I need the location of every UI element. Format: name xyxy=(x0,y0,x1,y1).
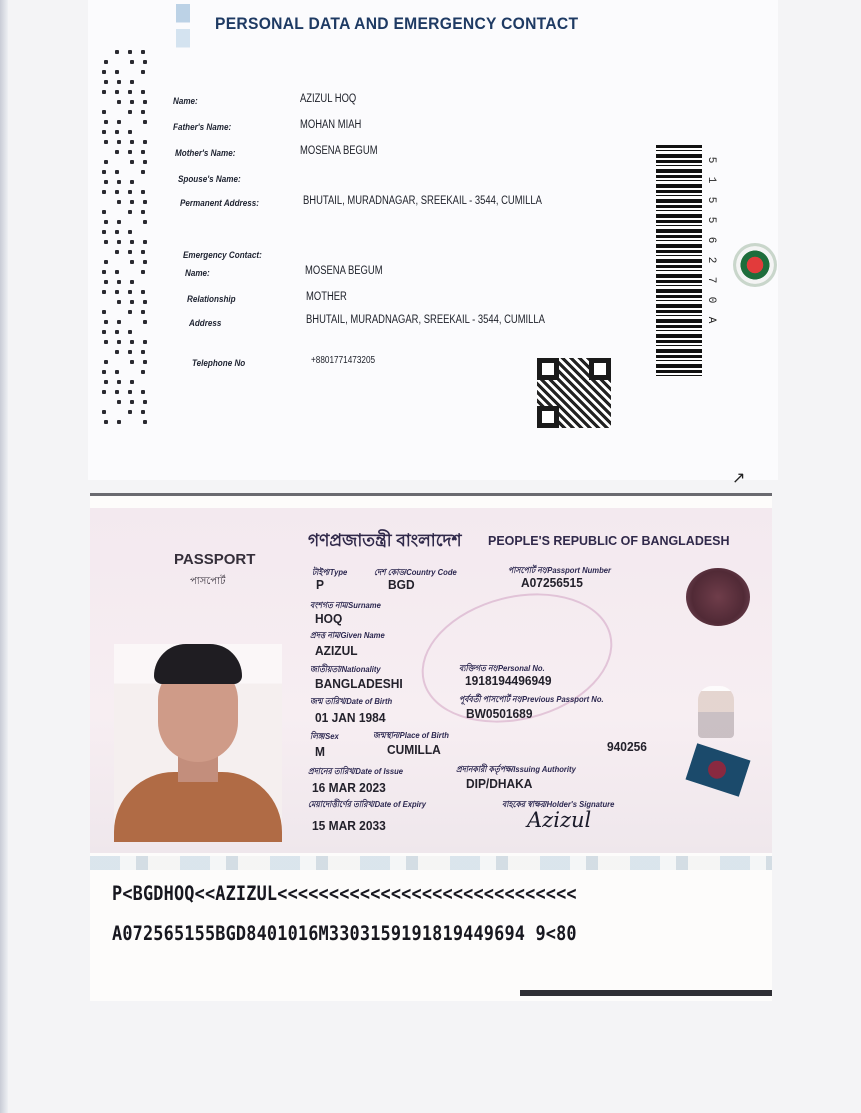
perforation-dot xyxy=(117,120,121,124)
barcode-digit: 5 xyxy=(705,216,717,224)
perforation-dot xyxy=(141,90,145,94)
perforation-dot xyxy=(115,330,119,334)
perforation-dot xyxy=(115,90,119,94)
perforation-dot xyxy=(128,210,132,214)
perforation-dot xyxy=(115,50,119,54)
surname-label: বংশগত নাম/Surname xyxy=(310,600,381,610)
perforation-dot xyxy=(104,160,108,164)
type-value: P xyxy=(316,577,324,592)
perforation-dot xyxy=(102,270,106,274)
perforation-dot xyxy=(130,140,134,144)
perforation-dot xyxy=(141,70,145,74)
barcode-digit: 2 xyxy=(705,256,717,264)
barcode-digit: 7 xyxy=(705,276,717,284)
page-edge-bar xyxy=(520,990,772,996)
perforation-dot xyxy=(143,420,147,424)
mother-name-label: Mother's Name: xyxy=(175,148,236,158)
sex-value: M xyxy=(315,744,325,759)
passport-data-page xyxy=(90,493,772,1001)
perforated-number xyxy=(96,50,158,440)
perforation-dot xyxy=(102,170,106,174)
perforation-dot xyxy=(143,240,147,244)
barcode xyxy=(656,145,702,377)
nationality-label: জাতীয়তা/Nationality xyxy=(310,664,381,674)
perforation-dot xyxy=(141,250,145,254)
holder-photo xyxy=(114,644,282,842)
perforation-dot xyxy=(141,310,145,314)
perforation-dot xyxy=(141,190,145,194)
perforation-dot xyxy=(143,200,147,204)
previous-passport-label: পূর্ববর্তী পাসপোর্ট নং/Previous Passport No. xyxy=(459,694,604,704)
perforation-dot xyxy=(143,100,147,104)
perforation-dot xyxy=(130,180,134,184)
perforation-dot xyxy=(104,340,108,344)
perforation-dot xyxy=(128,150,132,154)
father-name-value: MOHAN MIAH xyxy=(300,119,362,131)
perforation-dot xyxy=(128,190,132,194)
perforation-dot xyxy=(117,400,121,404)
perforation-dot xyxy=(130,300,134,304)
perforation-dot xyxy=(115,390,119,394)
barcode-digit: 1 xyxy=(705,176,717,184)
date-of-expiry-label: মেয়াদোত্তীর্ণের তারিখ/Date of Expiry xyxy=(308,799,427,809)
place-of-birth-label: জন্মস্থান/Place of Birth xyxy=(373,730,449,740)
perforation-dot xyxy=(141,370,145,374)
perforation-dot xyxy=(102,290,106,294)
passport-label-bn: পাসপোর্ট xyxy=(190,576,226,587)
surname-value: HOQ xyxy=(315,611,343,626)
perforation-dot xyxy=(143,400,147,404)
dob-value: 01 JAN 1984 xyxy=(315,710,386,725)
perforation-dot xyxy=(130,260,134,264)
perforation-dot xyxy=(102,110,106,114)
perforation-dot xyxy=(117,280,121,284)
page-title: PERSONAL DATA AND EMERGENCY CONTACT xyxy=(215,14,579,33)
perforation-dot xyxy=(130,100,134,104)
perforation-dot xyxy=(104,260,108,264)
perforation-dot xyxy=(102,190,106,194)
given-name-value: AZIZUL xyxy=(315,643,358,658)
ghost-photo xyxy=(698,686,734,738)
perforation-dot xyxy=(104,180,108,184)
perforation-dot xyxy=(143,160,147,164)
perforation-dot xyxy=(102,210,106,214)
perforation-dot xyxy=(128,110,132,114)
date-of-issue-value: 16 MAR 2023 xyxy=(312,780,386,795)
perforation-dot xyxy=(141,390,145,394)
perforation-dot xyxy=(130,160,134,164)
perforation-dot xyxy=(130,360,134,364)
perforation-dot xyxy=(143,340,147,344)
perforation-dot xyxy=(128,230,132,234)
perforation-dot xyxy=(104,140,108,144)
perforation-dot xyxy=(130,380,134,384)
perforation-dot xyxy=(128,250,132,254)
telephone-label: Telephone No xyxy=(192,358,246,368)
perforation-dot xyxy=(115,270,119,274)
issuing-authority-value: DIP/DHAKA xyxy=(466,776,533,791)
perforation-dot xyxy=(115,150,119,154)
perforation-dot xyxy=(141,350,145,354)
type-label: টাইপ/Type xyxy=(312,567,348,577)
perforation-dot xyxy=(128,410,132,414)
perforation-dot xyxy=(117,380,121,384)
perforation-dot xyxy=(141,410,145,414)
perforation-dot xyxy=(141,270,145,274)
passport-label: PASSPORT xyxy=(174,551,256,568)
sex-label: লিঙ্গ/Sex xyxy=(310,731,339,741)
perforation-dot xyxy=(115,370,119,374)
perforation-dot xyxy=(104,320,108,324)
perforation-dot xyxy=(143,120,147,124)
personal-no-label: ব্যক্তিগত নং/Personal No. xyxy=(459,663,545,673)
perforation-dot xyxy=(117,200,121,204)
nationality-value: BANGLADESHI xyxy=(315,676,403,691)
watermark-logo xyxy=(176,4,190,66)
perforation-dot xyxy=(115,350,119,354)
perforation-dot xyxy=(104,80,108,84)
perforation-dot xyxy=(128,330,132,334)
perforation-dot xyxy=(104,120,108,124)
perforation-dot xyxy=(141,110,145,114)
perforation-dot xyxy=(117,180,121,184)
date-of-issue-label: প্রদানের তারিখ/Date of Issue xyxy=(308,766,404,776)
relationship-label: Relationship xyxy=(187,294,236,304)
perforation-dot xyxy=(117,420,121,424)
security-strip xyxy=(90,856,772,870)
perforation-dot xyxy=(130,200,134,204)
perforation-dot xyxy=(130,80,134,84)
perforation-dot xyxy=(143,320,147,324)
perforation-dot xyxy=(130,400,134,404)
perforation-dot xyxy=(102,70,106,74)
perforation-dot xyxy=(130,60,134,64)
perforation-dot xyxy=(130,280,134,284)
permanent-address-value: BHUTAIL, MURADNAGAR, SREEKAIL - 3544, CUMILLA xyxy=(303,195,542,207)
extra-number: 940256 xyxy=(607,739,647,754)
previous-passport-value: BW0501689 xyxy=(466,706,533,721)
perforation-dot xyxy=(143,260,147,264)
place-of-birth-value: CUMILLA xyxy=(387,742,441,757)
perforation-dot xyxy=(117,80,121,84)
permanent-address-label: Permanent Address: xyxy=(180,198,259,208)
mrz-line-1: P<BGDHOQ<<AZIZUL<<<<<<<<<<<<<<<<<<<<<<<<<<<<< xyxy=(112,882,577,905)
perforation-dot xyxy=(141,150,145,154)
perforation-dot xyxy=(143,140,147,144)
perforation-dot xyxy=(115,230,119,234)
barcode-digit: 6 xyxy=(705,236,717,244)
perforation-dot xyxy=(143,300,147,304)
perforation-dot xyxy=(115,130,119,134)
perforation-dot xyxy=(117,240,121,244)
page-edge xyxy=(0,0,8,1113)
perforation-dot xyxy=(115,250,119,254)
perforation-dot xyxy=(130,240,134,244)
father-name-label: Father's Name: xyxy=(173,122,232,132)
date-of-expiry-value: 15 MAR 2033 xyxy=(312,818,386,833)
perforation-dot xyxy=(128,350,132,354)
perforation-dot xyxy=(115,190,119,194)
perforation-dot xyxy=(104,280,108,284)
perforation-dot xyxy=(143,360,147,364)
perforation-dot xyxy=(128,390,132,394)
government-seal-icon xyxy=(733,243,777,287)
emergency-name-label: Name: xyxy=(185,268,210,278)
barcode-digit: 5 xyxy=(705,196,717,204)
country-name-en: PEOPLE'S REPUBLIC OF BANGLADESH xyxy=(488,533,730,548)
given-name-label: প্রদত্ত নাম/Given Name xyxy=(310,630,385,640)
perforation-dot xyxy=(104,420,108,424)
name-value: AZIZUL HOQ xyxy=(300,93,357,105)
perforation-dot xyxy=(115,70,119,74)
perforation-dot xyxy=(128,90,132,94)
perforation-dot xyxy=(115,290,119,294)
perforation-dot xyxy=(102,330,106,334)
mother-name-value: MOSENA BEGUM xyxy=(300,145,378,157)
perforation-dot xyxy=(102,130,106,134)
country-name-bn: গণপ্রজাতন্ত্রী বাংলাদেশ xyxy=(308,531,462,550)
perforation-dot xyxy=(104,360,108,364)
perforation-dot xyxy=(117,220,121,224)
perforation-dot xyxy=(128,130,132,134)
perforation-dot xyxy=(128,310,132,314)
perforation-dot xyxy=(128,50,132,54)
perforation-dot xyxy=(104,380,108,384)
mrz-line-2: A072565155BGD8401016M3303159191819449694 9<80 xyxy=(112,922,577,945)
qr-code xyxy=(537,358,611,428)
perforation-dot xyxy=(141,210,145,214)
perforation-dot xyxy=(117,100,121,104)
perforation-dot xyxy=(130,340,134,344)
perforation-dot xyxy=(104,60,108,64)
country-code-value: BGD xyxy=(388,577,415,592)
barcode-digit: 0 xyxy=(705,296,717,304)
barcode-digits xyxy=(704,150,718,330)
perforation-dot xyxy=(141,290,145,294)
signature-label: বাহকের স্বাক্ষর/Holder's Signature xyxy=(502,799,615,809)
spouse-name-label: Spouse's Name: xyxy=(178,174,241,184)
emergency-address-label: Address xyxy=(189,318,222,328)
passport-number-label: পাসপোর্ট নং/Passport Number xyxy=(508,565,612,575)
perforation-dot xyxy=(102,390,106,394)
perforation-dot xyxy=(117,320,121,324)
barcode-digit: 5 xyxy=(705,156,717,164)
perforation-dot xyxy=(141,170,145,174)
security-hologram xyxy=(686,568,750,626)
perforation-dot xyxy=(117,340,121,344)
perforation-dot xyxy=(102,90,106,94)
fold-mark: ↗ xyxy=(732,470,746,487)
perforation-dot xyxy=(102,410,106,414)
perforation-dot xyxy=(115,170,119,174)
perforation-dot xyxy=(102,310,106,314)
perforation-dot xyxy=(104,240,108,244)
holder-signature: Azizul xyxy=(527,808,592,832)
passport-number-value: A07256515 xyxy=(521,575,583,590)
perforation-dot xyxy=(104,220,108,224)
issuing-authority-label: প্রদানকারী কর্তৃপক্ষ/Issuing Authority xyxy=(456,764,576,774)
perforation-dot xyxy=(143,60,147,64)
relationship-value: MOTHER xyxy=(306,291,347,303)
perforation-dot xyxy=(102,230,106,234)
personal-no-value: 1918194496949 xyxy=(465,673,552,688)
perforation-dot xyxy=(143,220,147,224)
dob-label: জন্ম তারিখ/Date of Birth xyxy=(310,696,393,706)
emergency-address-value: BHUTAIL, MURADNAGAR, SREEKAIL - 3544, CUMILLA xyxy=(306,314,545,326)
country-code-label: দেশ কোড/Country Code xyxy=(374,567,457,577)
perforation-dot xyxy=(128,290,132,294)
emergency-name-value: MOSENA BEGUM xyxy=(305,265,383,277)
telephone-value: +8801771473205 xyxy=(311,355,376,366)
emergency-contact-heading: Emergency Contact: xyxy=(183,250,262,260)
perforation-dot xyxy=(102,370,106,374)
perforation-dot xyxy=(141,50,145,54)
perforation-dot xyxy=(117,300,121,304)
barcode-digit: A xyxy=(705,316,717,324)
name-label: Name: xyxy=(173,96,198,106)
perforation-dot xyxy=(117,140,121,144)
